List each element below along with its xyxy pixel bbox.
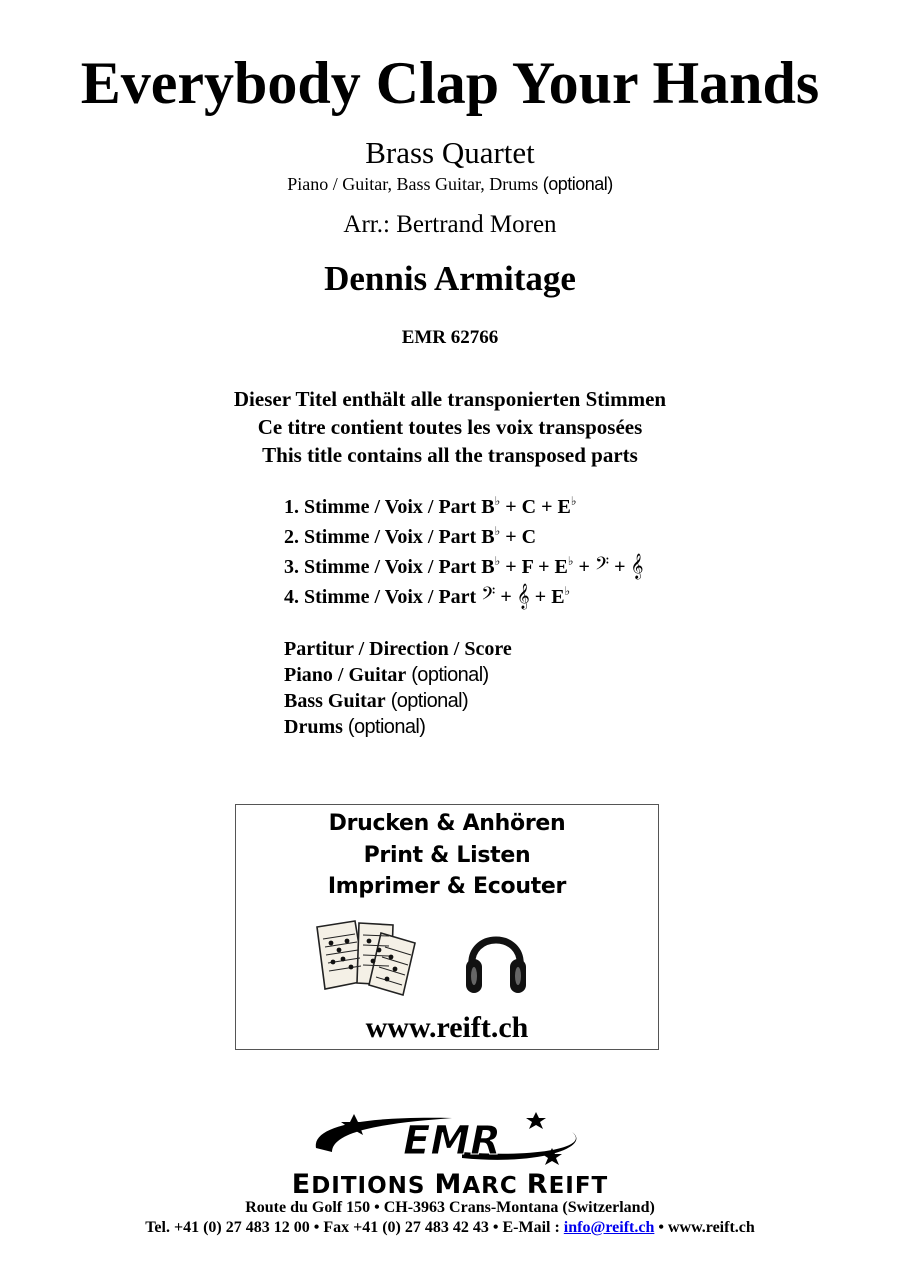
plus-sign: + <box>538 556 550 578</box>
plus-sign: + <box>534 586 547 608</box>
plus-sign: + <box>541 496 553 518</box>
ensemble-subtitle: Brass Quartet <box>365 135 535 170</box>
extra-parts-list <box>284 636 512 740</box>
headphones-icon <box>464 919 528 999</box>
publisher-name <box>0 1169 900 1200</box>
instruments-optional: (optional) <box>542 174 613 194</box>
flat-sign: ♭ <box>567 554 574 568</box>
contact-phone-fax: Tel. +41 (0) 27 483 12 00 • Fax +41 (0) 27 483 42 43 • E-Mail : <box>145 1219 560 1236</box>
plus-sign: + <box>500 586 512 608</box>
key-e: E <box>554 556 568 578</box>
flat-sign: ♭ <box>570 494 577 508</box>
part-4-line <box>284 576 644 609</box>
key-b: B <box>481 496 495 518</box>
part-1-line <box>284 486 644 516</box>
part-3-label: 3. Stimme / Voix / Part <box>284 556 477 578</box>
treble-clef-icon: 𝄞 <box>516 584 530 609</box>
instrumentation-line <box>0 173 900 195</box>
publisher-part-2: ARC <box>462 1173 527 1199</box>
publisher-initial-e: E <box>291 1169 312 1200</box>
key-f: F <box>521 556 534 578</box>
drums-line <box>284 714 512 740</box>
promo-line-german: Drucken & Anhören <box>328 811 566 836</box>
note-french: Ce titre contient toutes les voix transposées <box>257 415 643 439</box>
plus-sign: + <box>505 496 517 518</box>
website-link[interactable]: www.reift.ch <box>365 1011 529 1044</box>
piano-label: Piano / Guitar <box>284 664 407 686</box>
plus-sign: + <box>614 556 626 578</box>
composer-name: Dennis Armitage <box>324 259 576 298</box>
score-line <box>284 636 512 662</box>
part-3-line <box>284 546 644 579</box>
print-listen-box[interactable] <box>235 804 659 1050</box>
catalog-number: EMR 62766 <box>401 327 499 348</box>
part-4-label: 4. Stimme / Voix / Part <box>284 586 477 608</box>
key-e: E <box>551 586 565 608</box>
instruments-text: Piano / Guitar, Bass Guitar, Drums <box>287 174 539 194</box>
bass-label: Bass Guitar <box>284 690 386 712</box>
flat-sign: ♭ <box>494 554 501 568</box>
publisher-part-3: EIFT <box>548 1173 609 1199</box>
key-b: B <box>481 526 495 548</box>
parts-list <box>284 486 644 609</box>
sheet-music-icon <box>311 917 421 999</box>
note-english: This title contains all the transposed parts <box>262 443 638 467</box>
promo-line-french: Imprimer & Ecouter <box>327 874 567 899</box>
plus-sign: + <box>505 526 517 548</box>
bass-clef-icon: 𝄢 <box>481 584 496 609</box>
flat-sign: ♭ <box>494 524 501 538</box>
publisher-initial-r: R <box>526 1169 549 1200</box>
publisher-part-1: DITIONS <box>311 1173 435 1199</box>
contact-website: • www.reift.ch <box>658 1219 755 1236</box>
bass-line <box>284 688 512 714</box>
key-b: B <box>481 556 495 578</box>
part-2-line <box>284 516 644 546</box>
key-e: E <box>557 496 571 518</box>
key-c: C <box>521 526 537 548</box>
plus-sign: + <box>505 556 517 578</box>
flat-sign: ♭ <box>564 584 571 598</box>
optional-label: (optional) <box>390 690 469 712</box>
optional-label: (optional) <box>411 664 489 686</box>
promo-line-english: Print & Listen <box>363 843 531 868</box>
piano-line <box>284 662 512 688</box>
email-link[interactable]: info@reift.ch <box>563 1219 655 1236</box>
part-2-label: 2. Stimme / Voix / Part <box>284 526 477 548</box>
logo-text: EMR <box>403 1118 501 1164</box>
optional-label: (optional) <box>347 716 426 738</box>
plus-sign: + <box>578 556 590 578</box>
flat-sign: ♭ <box>494 494 501 508</box>
publisher-address: Route du Golf 150 • CH-3963 Crans-Montana (Switzerland) <box>245 1199 655 1216</box>
transposed-parts-note <box>0 385 900 469</box>
page-title: Everybody Clap Your Hands <box>80 50 820 116</box>
contact-line <box>0 1218 900 1238</box>
treble-clef-icon: 𝄞 <box>630 554 644 579</box>
note-german: Dieser Titel enthält alle transponierten Stimmen <box>233 387 667 411</box>
part-1-label: 1. Stimme / Voix / Part <box>284 496 477 518</box>
drums-label: Drums <box>284 716 343 738</box>
score-label: Partitur / Direction / Score <box>284 638 512 660</box>
bass-clef-icon: 𝄢 <box>594 554 610 579</box>
key-c: C <box>521 496 537 518</box>
arranger-credit: Arr.: Bertrand Moren <box>343 211 557 238</box>
publisher-initial-m: M <box>434 1169 463 1200</box>
emr-logo <box>302 1108 602 1170</box>
